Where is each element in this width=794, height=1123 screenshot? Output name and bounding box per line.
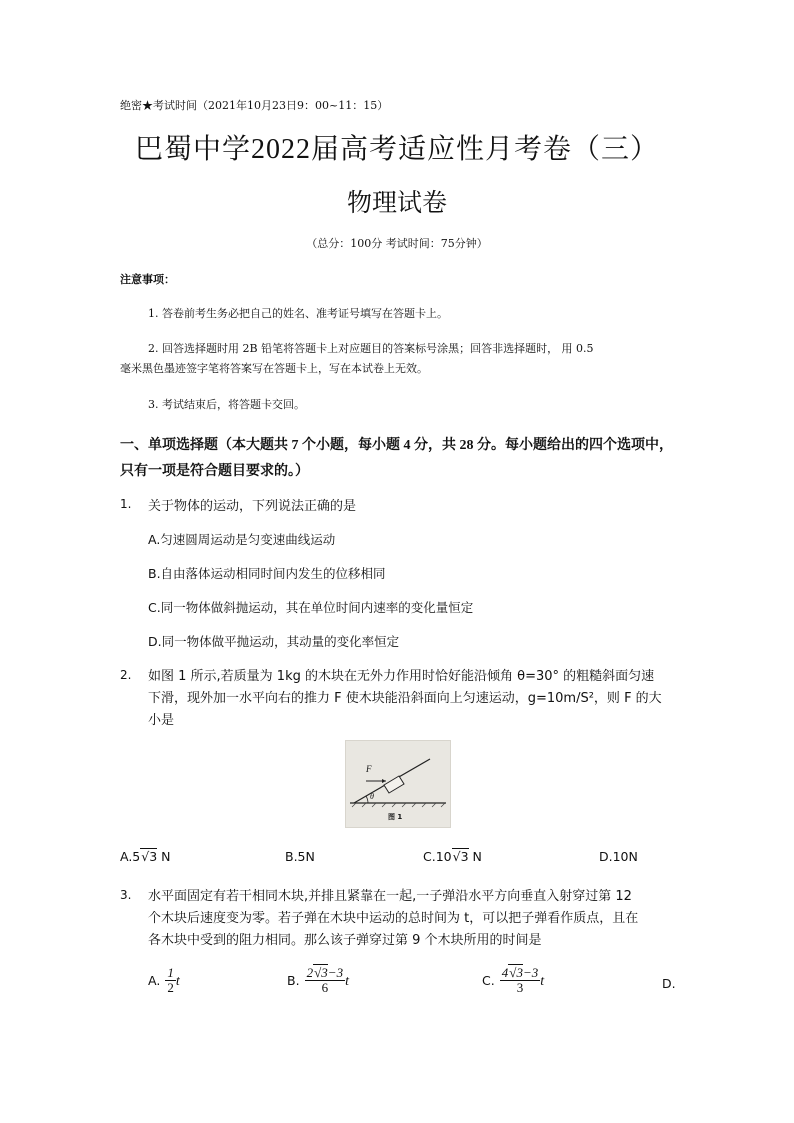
option-c	[482, 966, 544, 995]
exam-title: 巴蜀中学2022届高考适应性月考卷（三）	[134, 134, 659, 165]
denominator: 3	[516, 980, 524, 995]
denominator: 2	[167, 980, 174, 995]
numerator: 4√3−3	[501, 965, 539, 980]
section-heading-continued: 只有一项是符合题目要求的。）	[120, 464, 309, 479]
numerator: 1	[167, 965, 174, 980]
section-heading: 一、单项选择题（本大题共 7 个小题，每小题 4 分，共 28 分。每小题给出的四个选项中，	[120, 438, 673, 453]
option-a-radicand: 3	[149, 849, 158, 864]
question-stem-line: 各木块中受到的阻力相同。那么该子弹穿过第 9 个木块所用的时间是	[148, 933, 542, 948]
numerator: 2√3−3	[306, 965, 344, 980]
option-b	[287, 966, 349, 995]
notice-heading: 注意事项：	[120, 273, 175, 286]
time-variable: t	[540, 974, 545, 989]
sqrt-symbol: √3	[452, 849, 469, 864]
force-arrowhead	[382, 779, 386, 783]
question-number: 3.	[120, 888, 132, 902]
option-a-coef: A.5	[120, 849, 141, 864]
time-variable: t	[345, 974, 349, 989]
question-stem-line: 个木块后速度变为零。若子弹在木块中运动的总时间为 t，可以把子弹看作质点，且在	[148, 911, 639, 926]
option-d: D.同一物体做平抛运动，其动量的变化率恒定	[148, 634, 400, 649]
option-c-unit: N	[472, 849, 482, 864]
figure-caption: 图 1	[388, 813, 403, 821]
question-number: 1.	[120, 497, 132, 511]
force-label: F	[366, 764, 372, 774]
notice-item-continued: 毫米黑色墨迹签字笔将答案写在答题卡上，写在本试卷上无效。	[120, 362, 428, 375]
notice-item: 3. 考试结束后，将答题卡交回。	[148, 398, 305, 411]
option-c: C.同一物体做斜抛运动，其在单位时间内速率的变化量恒定	[148, 600, 474, 615]
option-c-coef: C.10	[423, 849, 452, 864]
option-c	[423, 849, 482, 864]
sqrt-symbol: √3	[141, 849, 158, 864]
fraction	[305, 966, 345, 995]
confidential-time-line: 绝密★考试时间（2021年10月23日9：00~11：15）	[120, 99, 389, 112]
question-stem-line: 下滑，现外加一水平向右的推力 F 使木块能沿斜面向上匀速运动，g=10m/S²，则 F 的大	[148, 691, 662, 706]
question-stem-line: 小是	[148, 713, 175, 728]
option-a	[148, 966, 180, 995]
question-stem: 关于物体的运动，下列说法正确的是	[148, 499, 357, 514]
option-a: A.匀速圆周运动是匀变速曲线运动	[148, 532, 336, 547]
question-stem-line: 水平面固定有若干相同木块,并排且紧靠在一起,一子弹沿水平方向垂直入射穿过第 12	[148, 889, 632, 904]
option-b: B.自由落体运动相同时间内发生的位移相同	[148, 566, 386, 581]
option-d: D.10N	[599, 849, 638, 864]
incline-figure	[345, 740, 451, 828]
angle-arc	[366, 796, 368, 803]
incline-diagram	[346, 741, 450, 827]
option-c-label: C.	[482, 973, 495, 988]
option-d: D.	[662, 976, 676, 991]
option-b: B.5N	[285, 849, 315, 864]
notice-item: 1. 答卷前考生务必把自己的姓名、准考证号填写在答题卡上。	[148, 307, 448, 320]
denominator: 6	[321, 980, 329, 995]
question-number: 2.	[120, 668, 132, 682]
score-time-info: （总分：100分 考试时间：75分钟）	[306, 237, 488, 250]
option-a-label: A.	[148, 973, 161, 988]
option-c-radicand: 3	[460, 849, 469, 864]
option-a	[120, 849, 171, 864]
angle-label: θ	[370, 792, 374, 801]
time-variable: t	[175, 974, 180, 989]
block	[384, 776, 404, 793]
subject-title: 物理试卷	[346, 190, 447, 217]
fraction	[165, 966, 176, 995]
question-stem-line: 如图 1 所示,若质量为 1kg 的木块在无外力作用时恰好能沿倾角 θ=30° 的粗糙斜面匀速	[148, 669, 655, 684]
fraction	[500, 966, 540, 995]
notice-item: 2. 回答选择题时用 2B 铅笔将答题卡上对应题目的答案标号涂黑；回答非选择题时， 用 0.5	[148, 342, 594, 355]
option-b-label: B.	[287, 973, 300, 988]
option-a-unit: N	[161, 849, 171, 864]
